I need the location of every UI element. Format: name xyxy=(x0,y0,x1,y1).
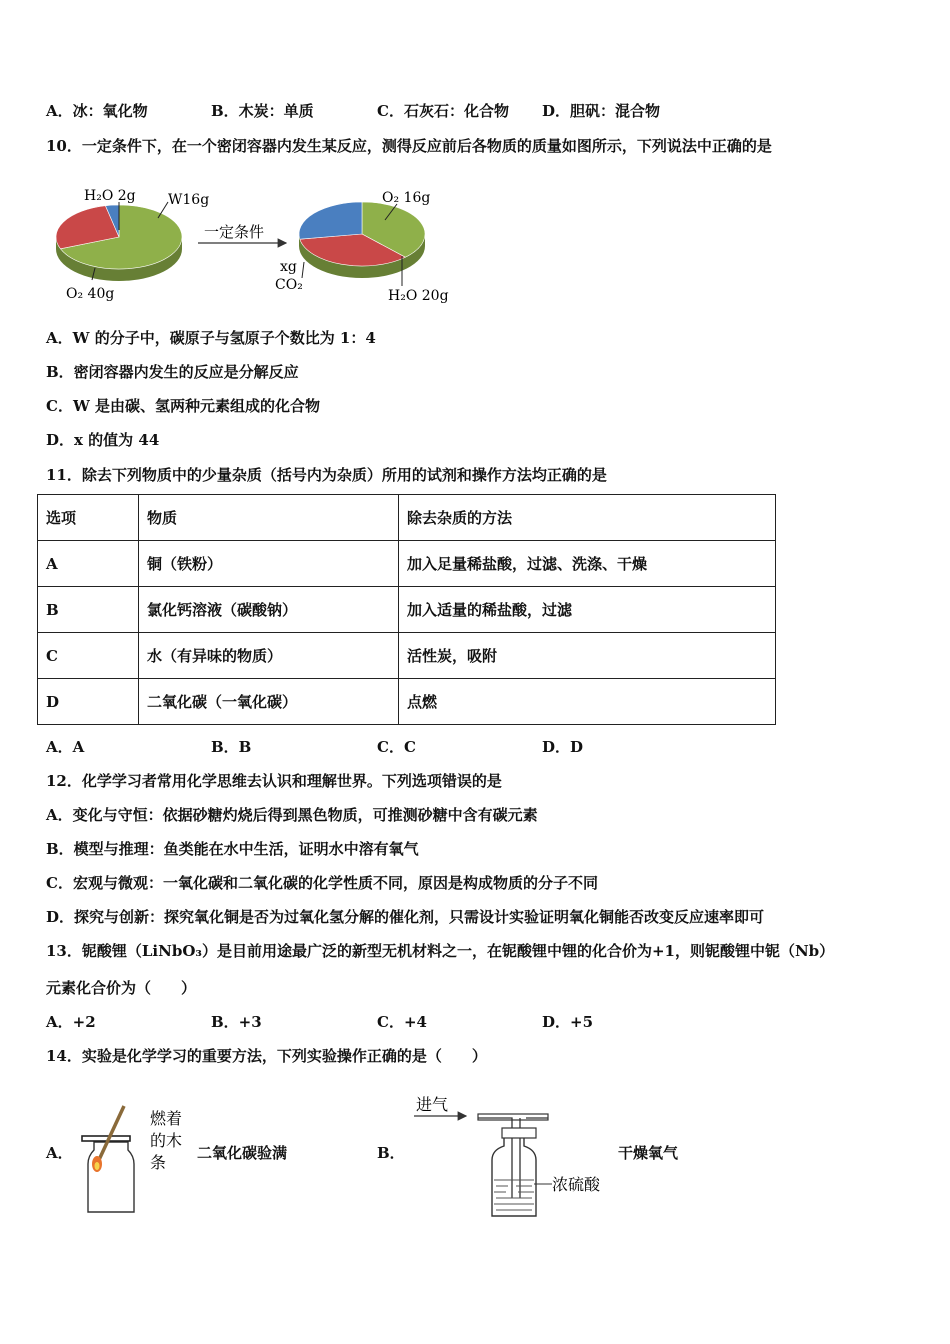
acid-liquid xyxy=(494,1180,534,1210)
q12-stem: 12．化学学习者常用化学思维去认识和理解世界。下列选项错误的是 xyxy=(46,772,502,790)
pie-slice-after-2 xyxy=(299,202,362,239)
q14-option-b-desc: 干燥氧气 xyxy=(618,1144,679,1162)
q10-option-d[interactable]: D．x 的值为 44 xyxy=(46,431,160,449)
q14-option-b-letter[interactable]: B． xyxy=(377,1144,405,1162)
flame-core xyxy=(95,1162,100,1170)
table-row xyxy=(38,633,776,679)
table-cell: C xyxy=(38,633,139,679)
table-cell: 氯化钙溶液（碳酸钠） xyxy=(139,587,399,633)
q9-option-c[interactable]: C．石灰石：化合物 xyxy=(377,102,509,120)
q13-option-c[interactable]: C．+4 xyxy=(377,1013,427,1031)
q12-option-c[interactable]: C．宏观与微观：一氧化碳和二氧化碳的化学性质不同，原因是构成物质的分子不同 xyxy=(46,874,598,892)
table-row xyxy=(38,541,776,587)
table-cell: 加入足量稀盐酸，过滤、洗涤、干燥 xyxy=(399,541,776,587)
label-after-x: xg xyxy=(280,259,297,275)
table-cell: 点燃 xyxy=(399,679,776,725)
q11-option-b[interactable]: B．B xyxy=(211,738,252,756)
wooden-stick xyxy=(98,1106,124,1162)
q9-option-d[interactable]: D．胆矾：混合物 xyxy=(542,102,661,120)
gas-washing-bottle-figure xyxy=(408,1088,618,1223)
q13-options xyxy=(46,1012,906,1032)
q13-option-b[interactable]: B．+3 xyxy=(211,1013,262,1031)
q10-stem: 10．一定条件下，在一个密闭容器内发生某反应，测得反应前后各物质的质量如图所示，下列说法中正确的是 xyxy=(46,137,772,155)
q13-stem-line1: 13．铌酸锂（LiNbO₃）是目前用途最广泛的新型无机材料之一，在铌酸锂中锂的化合价为+1，则铌酸锂中铌（Nb） xyxy=(46,942,835,960)
label-before-o2: O₂ 40g xyxy=(66,286,115,302)
table-cell: 水（有异味的物质） xyxy=(139,633,399,679)
stick-label-2: 的木 xyxy=(150,1131,183,1150)
q13-stem-line2: 元素化合价为（ ） xyxy=(46,979,197,997)
q11-option-a[interactable]: A．A xyxy=(46,738,85,756)
acid-label: 浓硫酸 xyxy=(552,1175,601,1194)
table-header-row xyxy=(38,495,776,541)
table-cell: B xyxy=(38,587,139,633)
q10-option-b[interactable]: B．密闭容器内发生的反应是分解反应 xyxy=(46,363,299,381)
q10-pie-figure xyxy=(40,180,470,310)
table-row xyxy=(38,587,776,633)
pie-after xyxy=(299,202,425,278)
leader-line xyxy=(302,262,304,278)
q12-option-a[interactable]: A．变化与守恒：依据砂糖灼烧后得到黑色物质，可推测砂糖中含有碳元素 xyxy=(46,806,538,824)
tube-top xyxy=(478,1114,548,1120)
label-after-h2o: H₂O 20g xyxy=(388,288,449,304)
q9-option-a[interactable]: A．冰：氧化物 xyxy=(46,102,148,120)
label-after-o2: O₂ 16g xyxy=(382,190,431,206)
gas-in-label: 进气 xyxy=(416,1095,449,1114)
q11-options xyxy=(46,737,906,757)
q11-stem: 11．除去下列物质中的少量杂质（括号内为杂质）所用的试剂和操作方法均正确的是 xyxy=(46,466,607,484)
q13-option-d[interactable]: D．+5 xyxy=(542,1013,594,1031)
table-cell: 二氧化碳（一氧化碳） xyxy=(139,679,399,725)
q11-option-d[interactable]: D．D xyxy=(542,738,584,756)
table-cell: 铜（铁粉） xyxy=(139,541,399,587)
gas-bottle xyxy=(88,1142,134,1212)
table-cell: A xyxy=(38,541,139,587)
q9-option-b[interactable]: B．木炭：单质 xyxy=(211,102,314,120)
table-header-cell: 选项 xyxy=(38,495,139,541)
table-header-cell: 物质 xyxy=(139,495,399,541)
q14-option-a-letter[interactable]: A． xyxy=(46,1144,73,1162)
q14-option-a-desc: 二氧化碳验满 xyxy=(197,1144,288,1162)
stick-label-1: 燃着 xyxy=(150,1109,183,1128)
co2-full-test-figure xyxy=(76,1100,196,1220)
table-cell: 活性炭，吸附 xyxy=(399,633,776,679)
q9-options xyxy=(46,101,906,121)
table-header-cell: 除去杂质的方法 xyxy=(399,495,776,541)
stick-label-3: 条 xyxy=(150,1153,167,1172)
table-row xyxy=(38,679,776,725)
q14-stem: 14．实验是化学学习的重要方法，下列实验操作正确的是（ ） xyxy=(46,1047,487,1065)
table-cell: D xyxy=(38,679,139,725)
arrow-condition-label: 一定条件 xyxy=(204,223,265,241)
stopper xyxy=(502,1128,536,1138)
table-cell: 加入适量的稀盐酸，过滤 xyxy=(399,587,776,633)
q11-table xyxy=(37,494,776,725)
label-before-h2o: H₂O 2g xyxy=(84,188,136,204)
q11-option-c[interactable]: C．C xyxy=(377,738,416,756)
q12-option-b[interactable]: B．模型与推理：鱼类能在水中生活，证明水中溶有氧气 xyxy=(46,840,419,858)
q13-option-a[interactable]: A．+2 xyxy=(46,1013,96,1031)
q10-option-c[interactable]: C．W 是由碳、氢两种元素组成的化合物 xyxy=(46,397,321,415)
label-after-co2: CO₂ xyxy=(275,277,303,293)
glass-plate xyxy=(82,1136,130,1141)
label-before-w: W16g xyxy=(168,192,210,208)
q12-option-d[interactable]: D．探究与创新：探究氧化铜是否为过氧化氢分解的催化剂，只需设计实验证明氧化铜能否改变反应速率即可 xyxy=(46,908,765,926)
q10-option-a[interactable]: A．W 的分子中，碳原子与氢原子个数比为 1：4 xyxy=(46,329,376,347)
